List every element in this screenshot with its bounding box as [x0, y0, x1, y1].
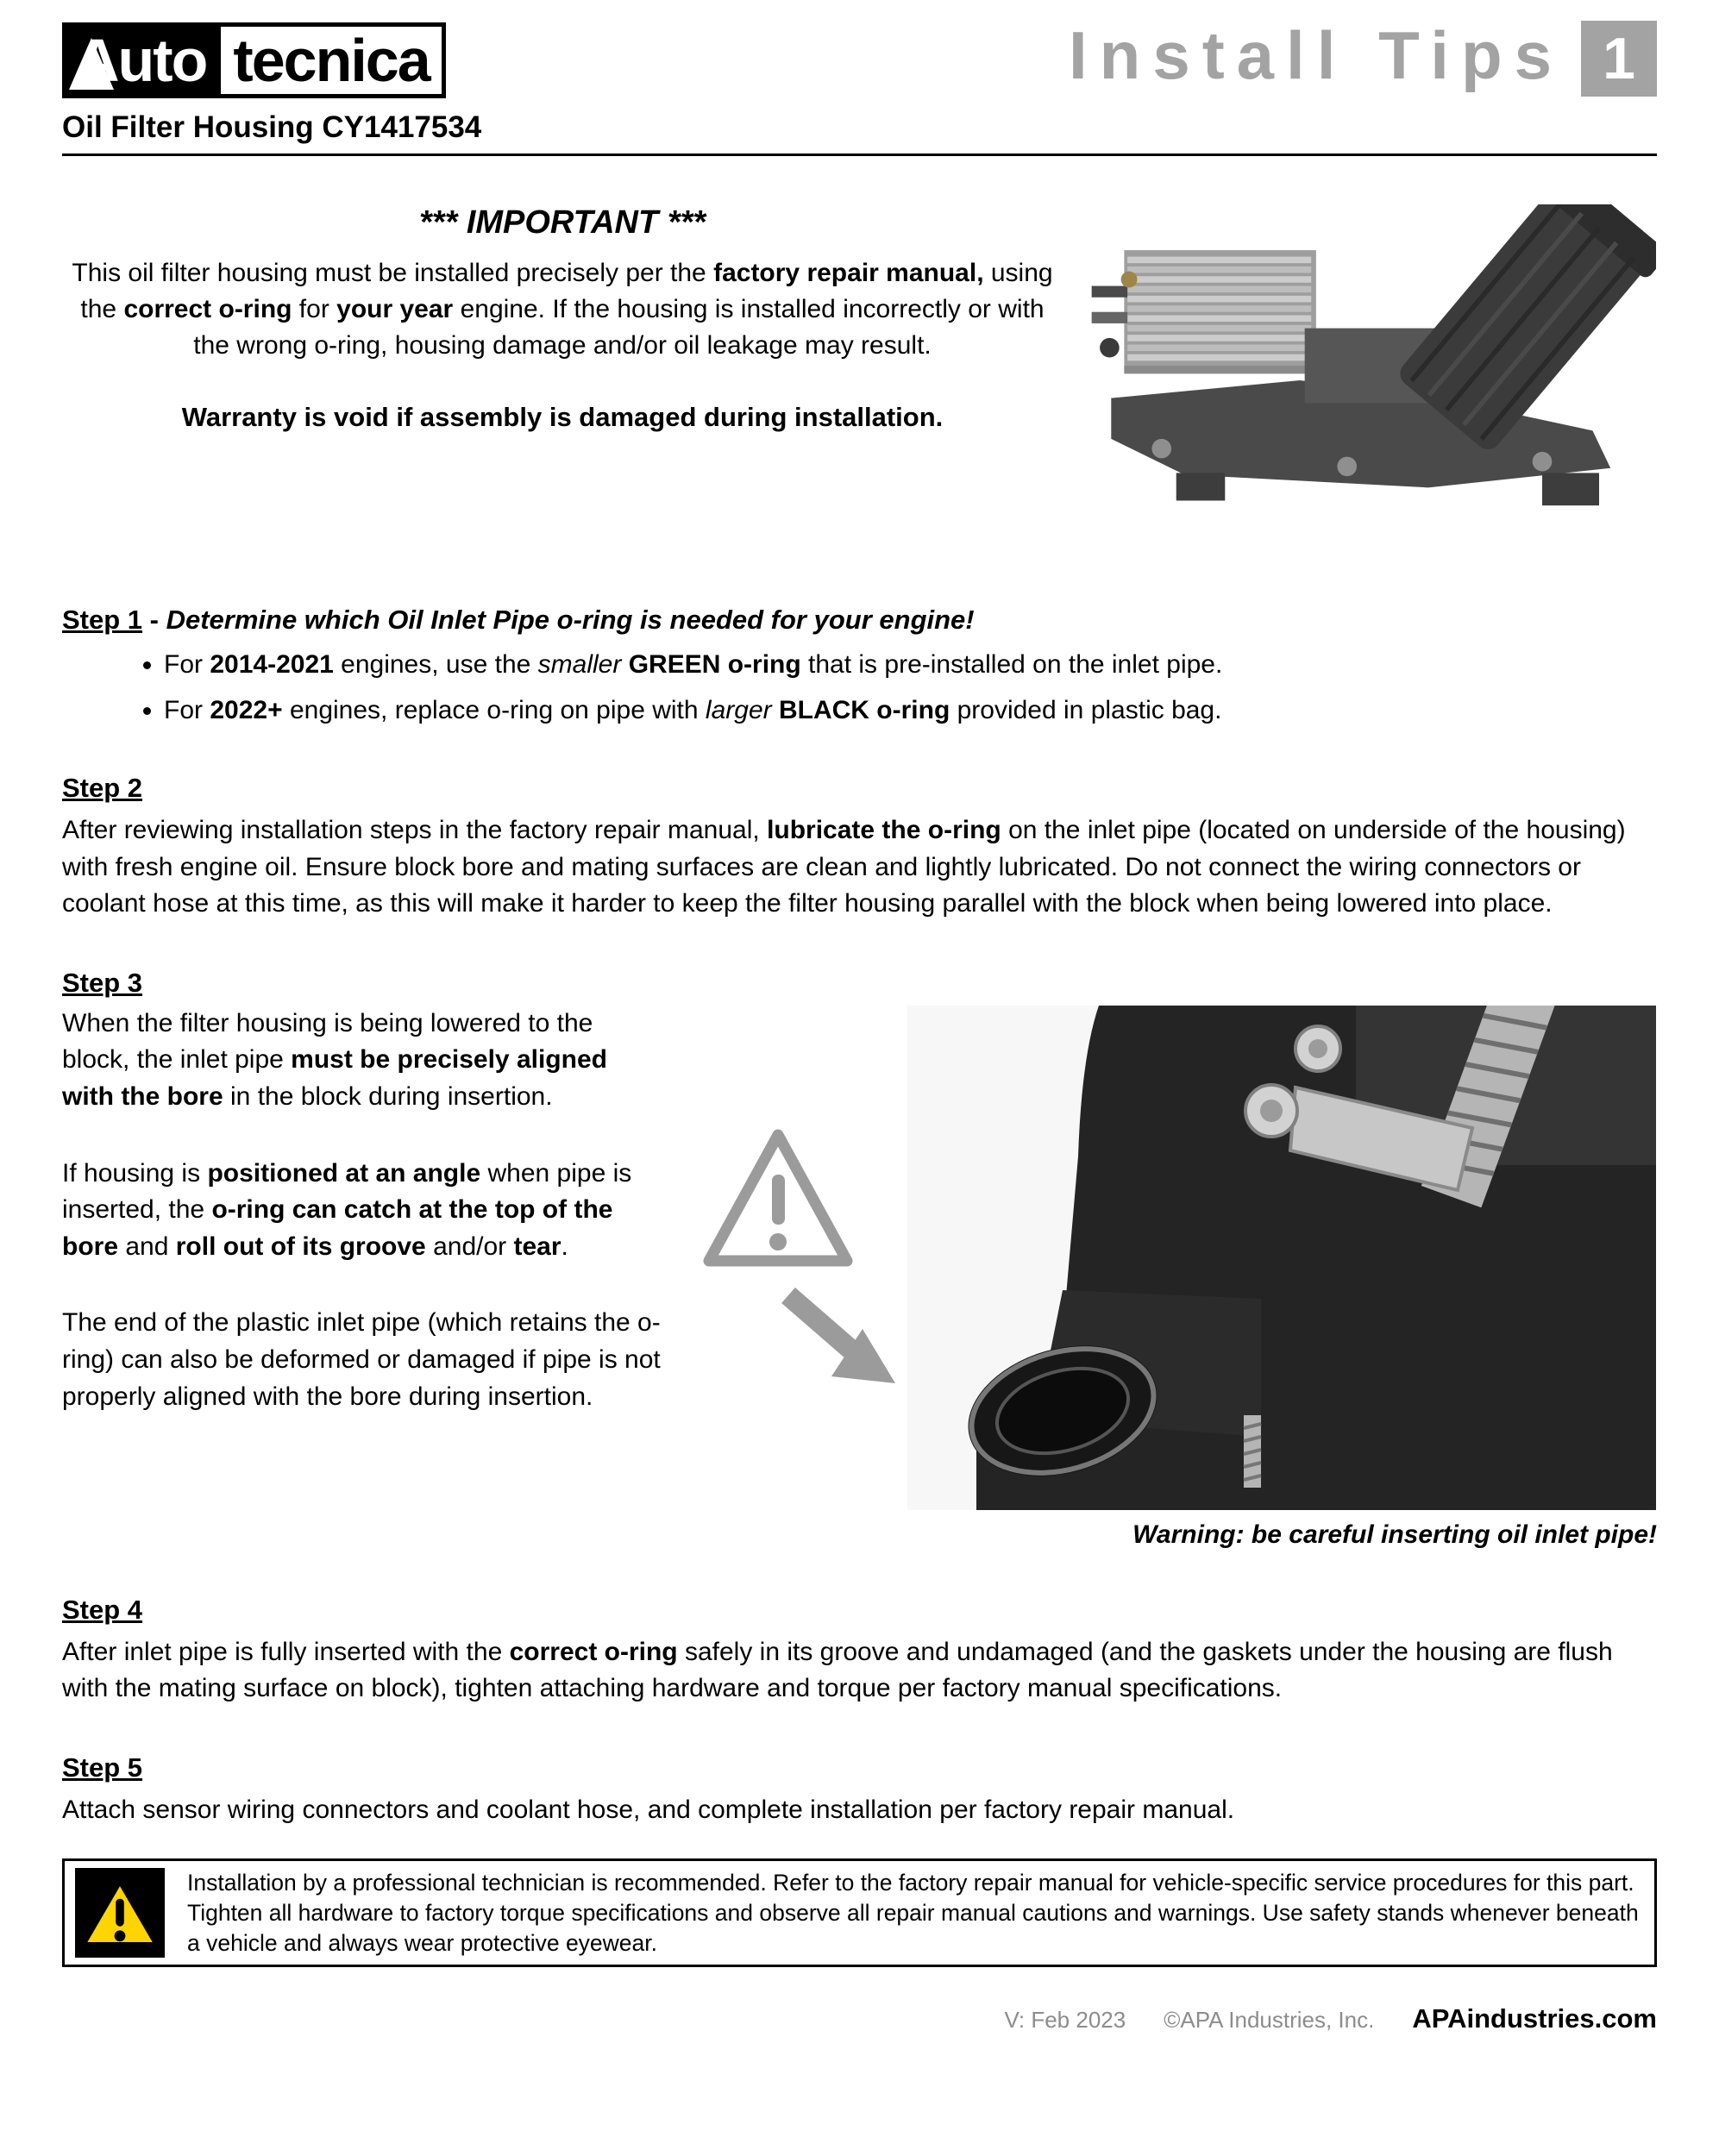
copyright-label: ©APA Industries, Inc.: [1164, 2007, 1375, 2034]
page-number-badge: 1: [1581, 21, 1657, 97]
important-section: [62, 204, 1657, 555]
step1-bullet-1: • For 2014-2021 engines, use the smaller GREEN o-ring that is pre-installed on the inlet pipe.: [164, 648, 1657, 683]
step3-paragraph-3: The end of the plastic inlet pipe (which retains the o-ring) can also be deformed or damaged if pipe is not properly aligned with the bore during insertion.: [62, 1308, 661, 1411]
warranty-statement: Warranty is void if assembly is damaged during installation.: [181, 402, 944, 432]
step2-title: Step 2: [62, 773, 143, 803]
safety-warning-triangle-icon: [78, 1877, 161, 1949]
product-photo-figure: [1087, 204, 1656, 555]
inlet-pipe-photo: [692, 1006, 1656, 1510]
install-tips-title: Install Tips: [1069, 17, 1564, 93]
step1-bullet-2: • For 2022+ engines, replace o-ring on pipe with larger BLACK o-ring provided in plastic bag.: [164, 693, 1657, 729]
brand-block: [62, 16, 481, 145]
product-photo: [1087, 204, 1656, 555]
step2-body: After reviewing installation steps in the factory repair manual, lubricate the o-ring on the inlet pipe (located on underside of the housing) with fresh engine oil. Ensure block bore and mating surfaces are clean and lightly lubricated. Do not connect the wiring connectors or coolant hose at this time, as this will make it harder to keep the filter housing parallel with the block when being lowered into place.: [62, 816, 1626, 918]
important-body: This oil filter housing must be installed precisely per the factory repair manual, using the correct o-ring for your year engine. If the housing is installed incorrectly or with the wrong o-ring, housing damage and/or oil leakage may result.: [72, 259, 1053, 360]
logo-tecnica-segment: [216, 22, 445, 98]
install-tips-block: [1069, 17, 1657, 97]
step5-body: Attach sensor wiring connectors and coolant hose, and complete installation per factory repair manual.: [62, 1795, 1235, 1824]
step5-title: Step 5: [62, 1752, 143, 1783]
oil-cooler-shape: [1124, 250, 1316, 373]
autotecnica-logo: [62, 22, 446, 98]
logo-auto-segment: [62, 22, 216, 98]
safety-notice-box: [62, 1858, 1657, 1968]
header-divider: [62, 154, 1657, 156]
photo-content: [907, 1006, 1656, 1510]
important-text-column: [62, 204, 1063, 555]
step3-figure: [692, 1006, 1657, 1510]
step4-title: Step 4: [62, 1594, 143, 1625]
logo-tecnica-text: tecnica: [233, 27, 430, 94]
step3-paragraph-2: If housing is positioned at an angle when pipe is inserted, the o-ring can catch at the top of the bore and roll out of its groove and/or tear.: [62, 1158, 632, 1261]
warning-triangle-icon: [709, 1135, 847, 1261]
version-label: V: Feb 2023: [1004, 2007, 1126, 2034]
safety-warning-icon-box: [75, 1868, 165, 1958]
footer: [62, 2003, 1657, 2034]
step3-section: [62, 1006, 1657, 1510]
step3-text-column: [62, 1006, 666, 1510]
logo-auto-text: Auto: [76, 27, 207, 94]
page-title: Oil Filter Housing CY1417534: [62, 110, 482, 144]
step1-list: [62, 648, 1657, 728]
step1-heading: Step 1 - Determine which Oil Inlet Pipe o-ring is needed for your engine!: [62, 605, 975, 635]
logo-triangle-icon: [69, 38, 114, 90]
website-label: APAindustries.com: [1412, 2003, 1657, 2034]
important-title: *** IMPORTANT ***: [418, 204, 706, 241]
arrow-icon: [788, 1295, 895, 1383]
step3-title: Step 3: [62, 967, 143, 998]
step4-body: After inlet pipe is fully inserted with the correct o-ring safely in its groove and undamaged (and the gaskets under the housing are flush with the mating surface on block), tighten attaching hardware and torque per factory manual specifications.: [62, 1637, 1613, 1703]
step3-paragraph-1: When the filter housing is being lowered to the block, the inlet pipe must be precisely aligned with the bore in the block during insertion.: [62, 1008, 607, 1111]
header: [62, 16, 1657, 145]
step3-warning-caption: Warning: be careful inserting oil inlet pipe!: [1132, 1520, 1657, 1549]
safety-notice-text: Installation by a professional technician is recommended. Refer to the factory repair manual for vehicle-specific service procedures for this part. Tighten all hardware to factory torque specifications and observe all repair manual cautions and warnings. Use safety stands whenever beneath a vehicle and always wear protective eyewear.: [187, 1869, 1639, 1956]
